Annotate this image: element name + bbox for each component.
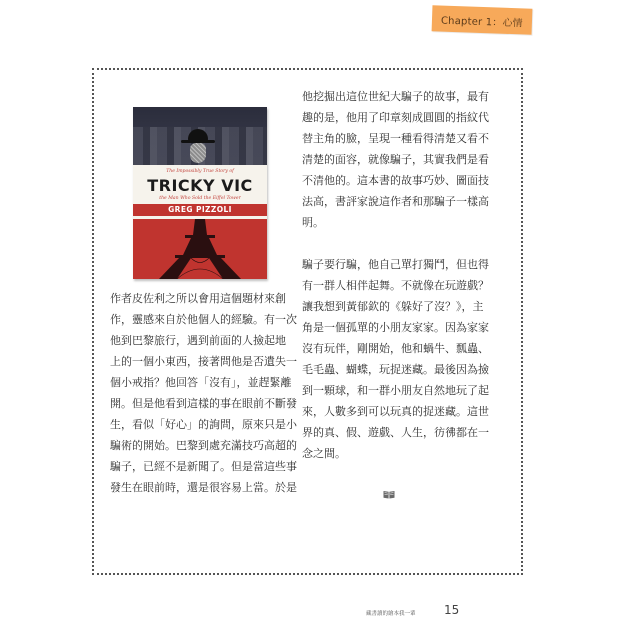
right-paragraph-2 (302, 254, 496, 464)
text-line: 有一群人相伴起舞。不就像在玩遊戲？ (302, 279, 489, 292)
text-line: 生，看似「好心」的詢問，原來只是小 (110, 418, 297, 431)
text-line: 沒有玩伴，剛開始，他和蝸牛、瓢蟲、 (302, 342, 489, 355)
text-line: 騙術的開始。巴黎到處充滿技巧高超的 (110, 439, 297, 452)
eiffel-tower-icon (133, 215, 267, 279)
text-line: 他挖掘出這位世紀大騙子的故事，最有 (302, 90, 489, 103)
text-line: 法高，書評家說這作者和那騙子一樣高 (302, 195, 489, 208)
text-line: 替主角的臉，呈現一種看得清楚又看不 (302, 132, 489, 145)
text-line: 作者皮佐利之所以會用這個題材來創 (110, 292, 286, 305)
cover-series: The Impossibly True Story of (166, 169, 234, 174)
text-line: 發生在眼前時，還是很容易上當。於是 (110, 481, 297, 494)
text-line: 毛毛蟲、蝴蝶，玩捉迷藏。最後因為撿 (302, 363, 489, 376)
page-number: 15 (444, 603, 460, 617)
cover-subtitle: the Man Who Sold the Eiffel Tower (159, 196, 241, 201)
text-line: 個小戒指？他回答「沒有」，並趕緊離 (110, 376, 292, 389)
text-line: 他到巴黎旅行，遇到前面的人撿起地 (110, 334, 286, 347)
chapter-tag (432, 5, 533, 34)
text-line: 趣的是，他用了印章刻成圓圓的指紋代 (302, 111, 489, 124)
cover-fingerprint-face (190, 143, 206, 163)
text-line: 明。 (302, 216, 324, 229)
text-line: 騙子，已經不是新聞了。但是當這些事 (110, 460, 297, 473)
book-cover-image (133, 107, 267, 279)
open-book-icon (383, 490, 395, 499)
text-line: 來，人數多到可以玩真的捉迷藏。這世 (302, 405, 489, 418)
text-line: 不清他的。這本書的故事巧妙、圖面技 (302, 174, 489, 187)
text-line: 到一顆球，和一群小朋友自然地玩了起 (302, 384, 489, 397)
cover-title: TRICKY VIC (147, 176, 253, 195)
text-line: 開。但是他看到這樣的事在眼前不斷發 (110, 397, 297, 410)
cover-author: GREG PIZZOLI (133, 204, 267, 216)
left-paragraph (110, 288, 297, 498)
text-line: 上的一個小東西，接著問他是否遺失一 (110, 355, 297, 368)
text-line: 清楚的面容，就像騙子，其實我們是看 (302, 153, 489, 166)
right-text-column (302, 86, 496, 464)
footer-book-title: 藏書讀的繪本我一輩 (366, 611, 416, 617)
text-line: 念之間。 (302, 447, 346, 460)
right-paragraph-1 (302, 86, 496, 233)
text-line: 讓我想到黃郁欽的《躲好了沒？》，主 (302, 300, 484, 313)
text-line: 騙子要行騙，他自己單打獨鬥，但也得 (302, 258, 489, 271)
text-line: 界的真、假、遊戲、人生，彷彿都在一 (302, 426, 489, 439)
chapter-tag-label: Chapter 1：心情 (440, 15, 524, 29)
text-line: 角是一個孤單的小朋友家家。因為家家 (302, 321, 489, 334)
text-line: 作，靈感來自於他個人的經驗。有一次 (110, 313, 297, 326)
left-text-column (110, 288, 297, 498)
